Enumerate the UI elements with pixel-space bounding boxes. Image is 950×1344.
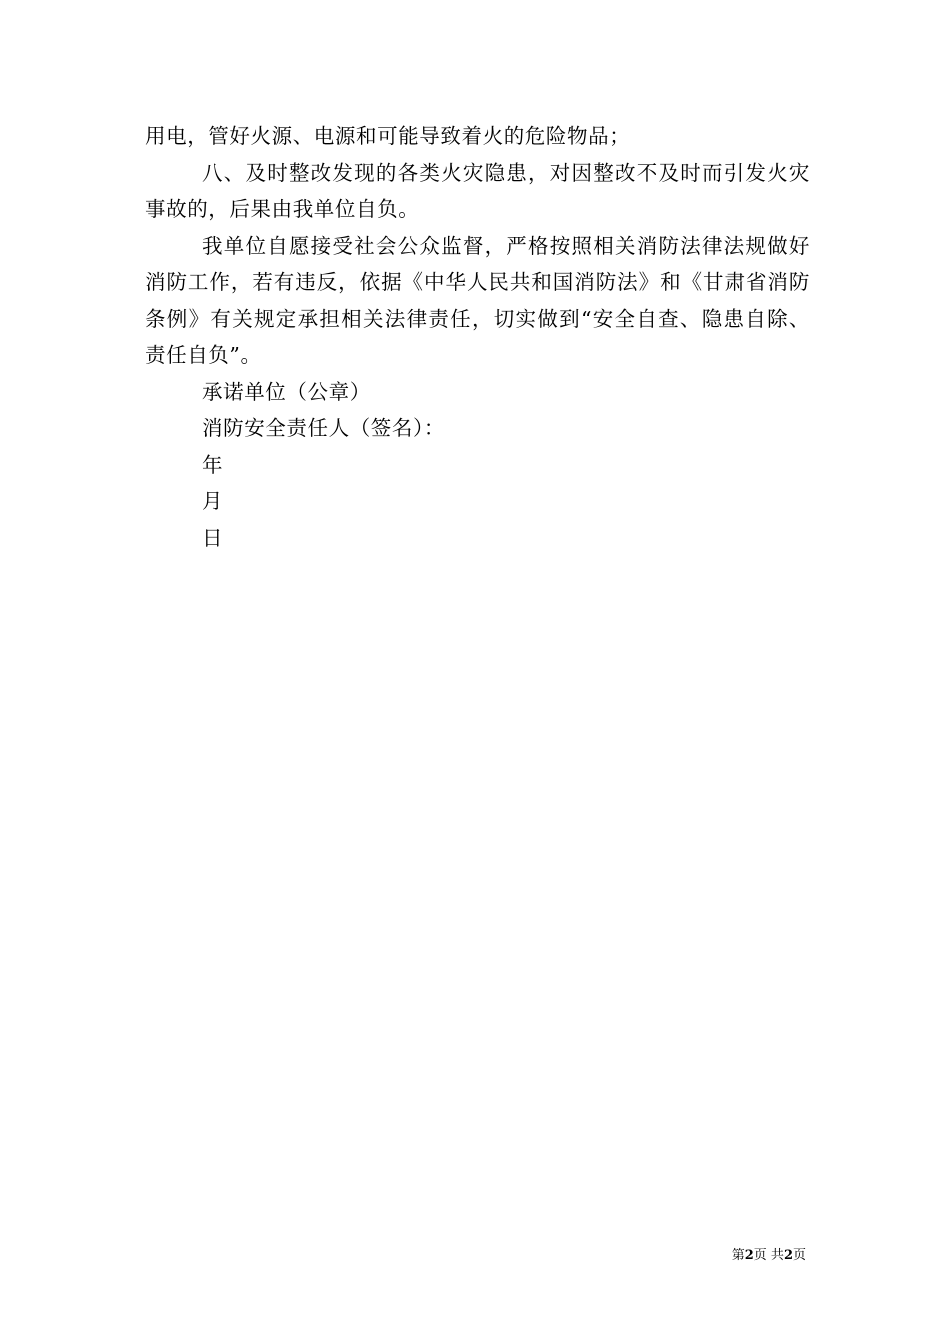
committing-unit-label: 承诺单位（公章） — [202, 379, 371, 404]
total-pages-number: 2 — [783, 1248, 793, 1263]
responsible-person-label: 消防安全责任人（签名）： — [202, 416, 445, 440]
footer-prefix: 第 — [731, 1248, 745, 1263]
paragraph-continuation: 用电，管好火源、电源和可能导致着火的危险物品； — [145, 124, 631, 148]
page-footer — [0, 1247, 806, 1265]
month-label: 月 — [202, 489, 224, 513]
footer-mid: 页 共 — [753, 1248, 784, 1263]
day-label: 日 — [202, 525, 224, 550]
current-page-number: 2 — [744, 1248, 754, 1263]
paragraph-commitment: 我单位自愿接受社会公众监督，严格按照相关消防法律法规做好消防工作，若有违反，依据《中华人民共和国消防法》和《甘肃省消防条例》有关规定承担相关法律责任，切实做到“安全自查、隐患自除、责任自负”。 — [145, 233, 810, 367]
document-body — [145, 118, 810, 556]
footer-suffix: 页 — [792, 1248, 806, 1263]
year-label: 年 — [202, 452, 224, 477]
paragraph-item-eight: 八、及时整改发现的各类火灾隐患，对因整改不及时而引发火灾事故的，后果由我单位自负。 — [145, 160, 810, 221]
